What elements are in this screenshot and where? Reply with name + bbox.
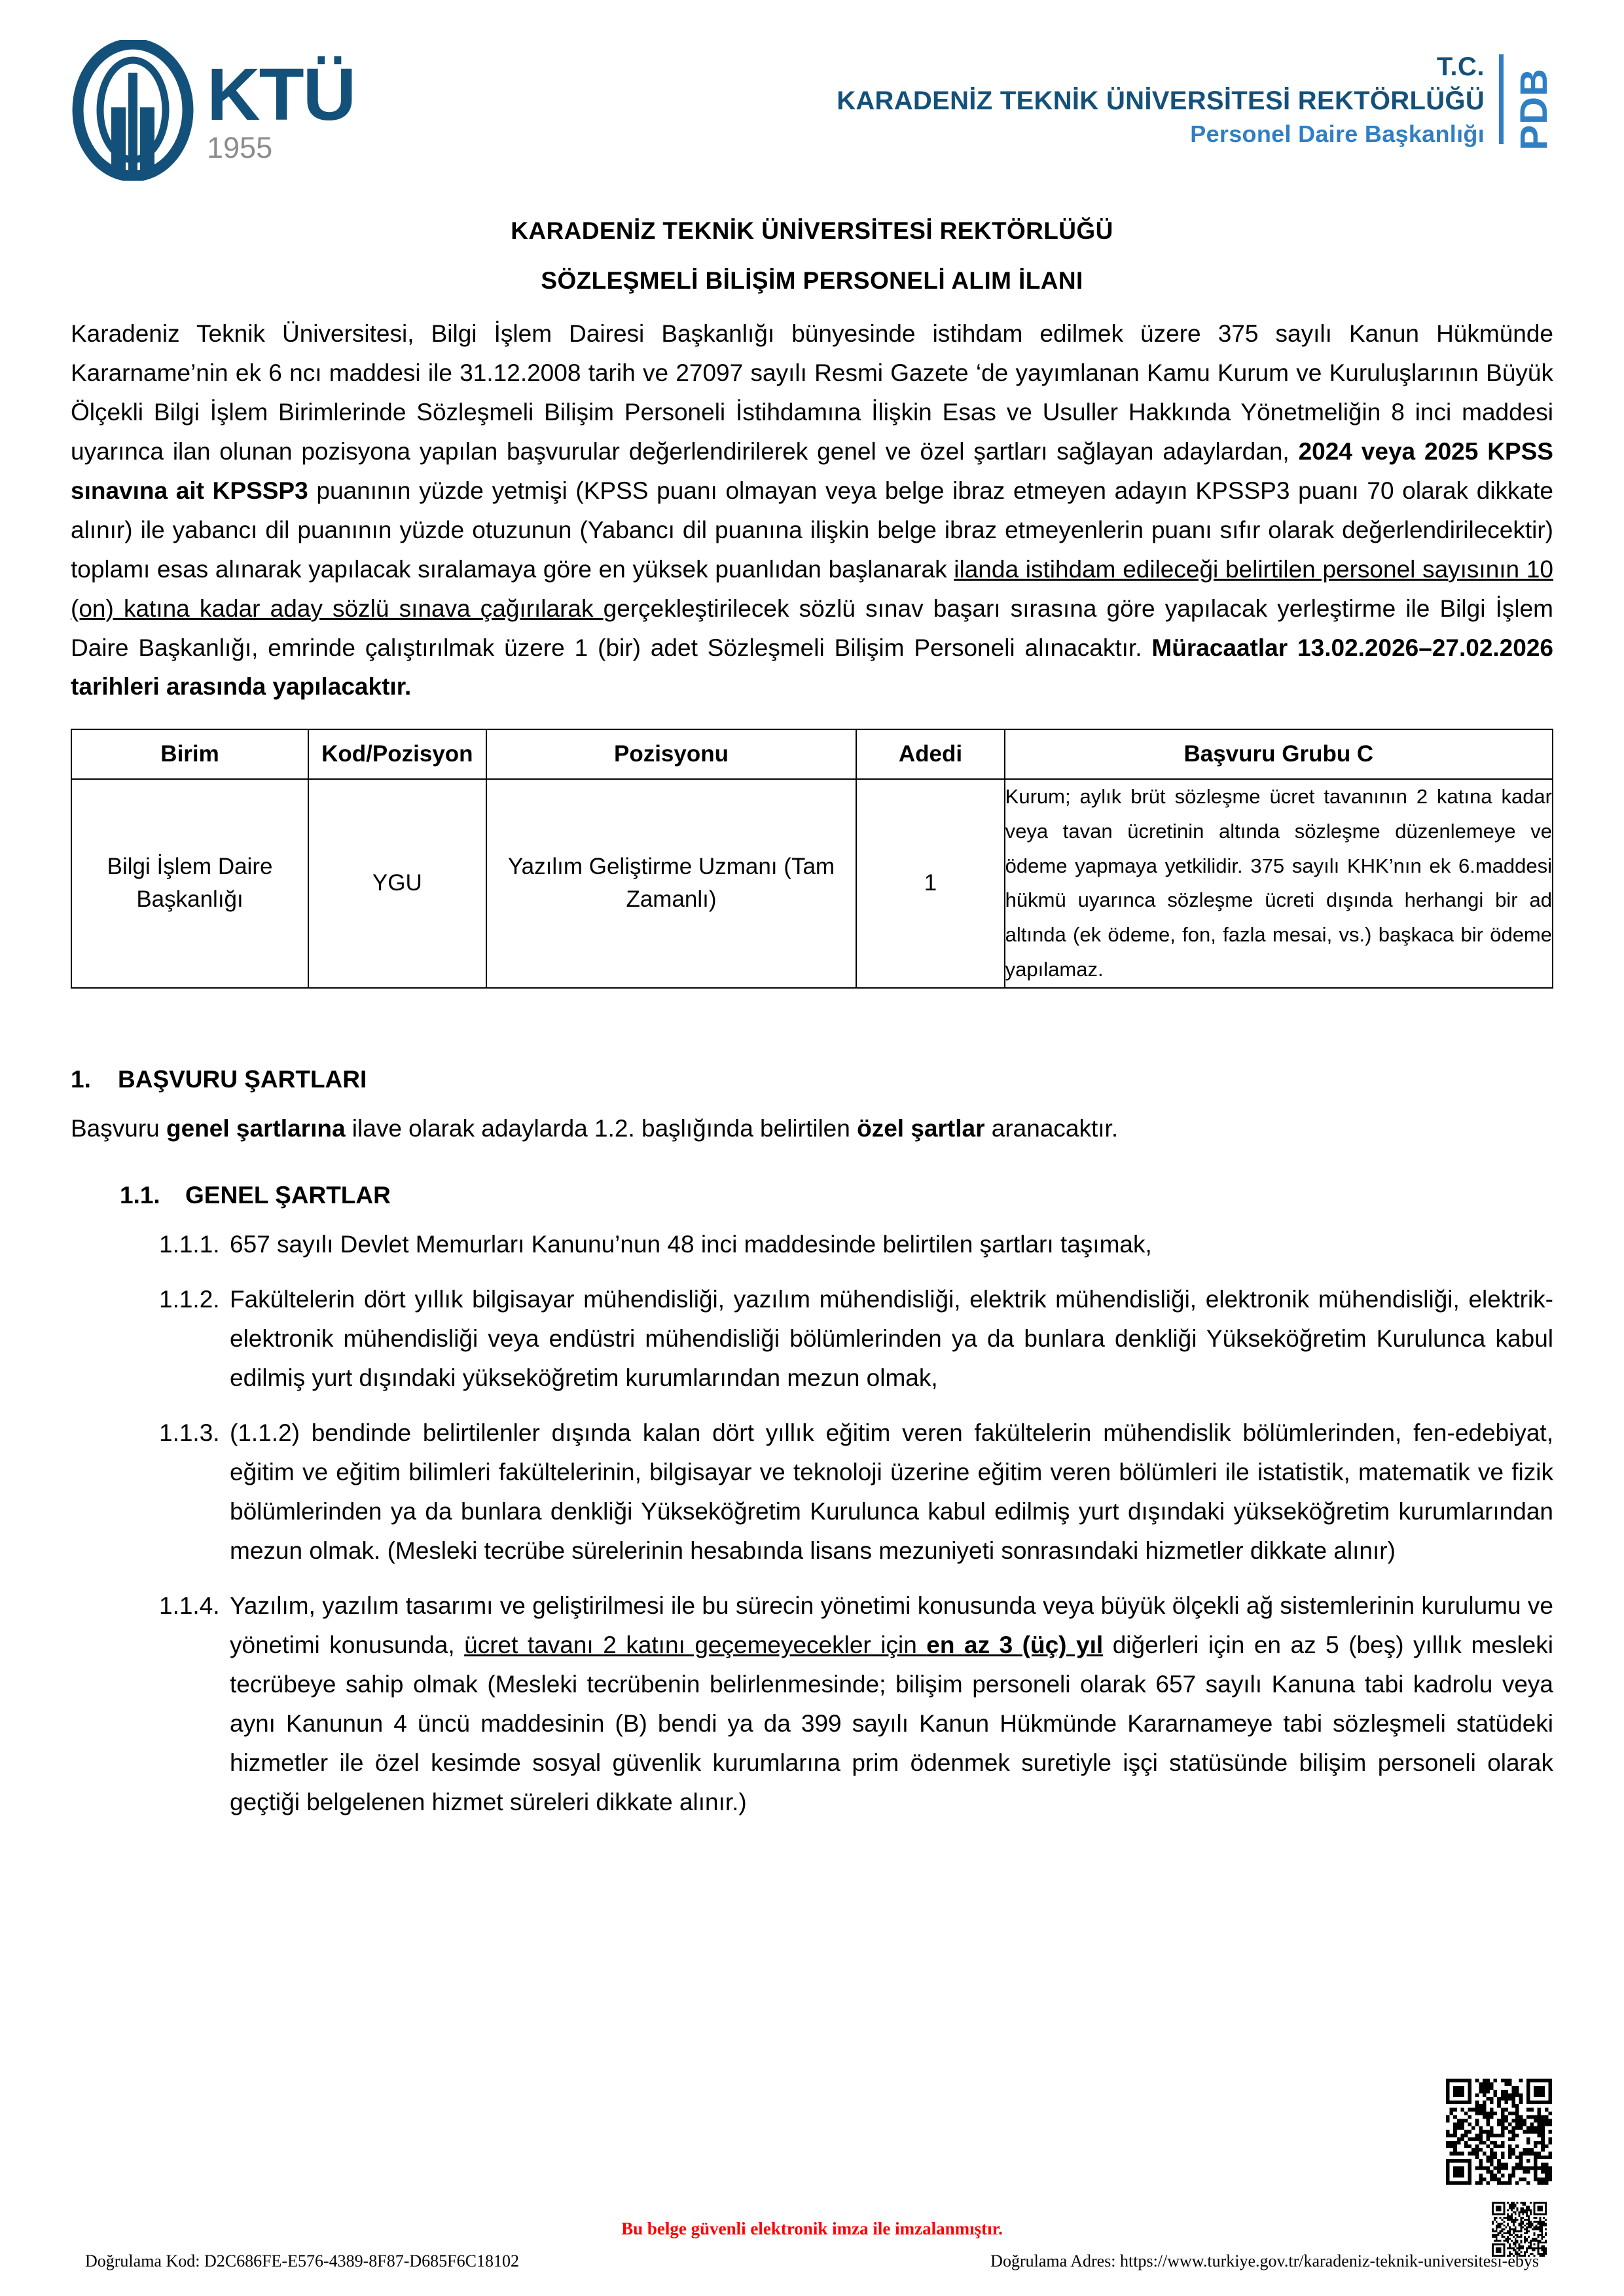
ktu-logo-wordmark	[207, 40, 355, 165]
table-header-kod-pozisyon: Kod/Pozisyon	[308, 729, 486, 779]
page-title: KARADENİZ TEKNİK ÜNİVERSİTESİ REKTÖRLÜĞÜ	[511, 217, 1113, 244]
document-header	[0, 0, 1624, 196]
header-department-name: Personel Daire Başkanlığı	[1190, 120, 1485, 147]
item-text-1-1-4	[230, 1586, 1553, 1822]
intro-part-1: Karadeniz Teknik Üniversitesi, Bilgi İşlem Dairesi Başkanlığı bünyesinde istihdam edilmek üzere 375 sayılı Kanun Hükmünde Kararname’nin ek 6 ncı maddesi ile 31.12.2008 tarih ve 27097 sayılı Resmi Gazete ‘de yayımlanan Kamu Kurum ve Kuruluşlarının Büyük Ölçekli Bilgi İşlem Birimlerinde Sözleşmeli Bilişim Personeli İstihdamına İlişkin Esas ve Usuller Hakkında Yönetmeliğin 8 inci maddesi uyarınca ilan olunan pozisyona yapılan başvurular değerlendirilerek genel ve özel şartları sağlayan adaylardan,	[71, 320, 1553, 465]
section-1-intro-part-1: Başvuru	[71, 1114, 167, 1142]
document-footer	[0, 2204, 1624, 2296]
list-item	[159, 1413, 1553, 1571]
section-1-intro	[71, 1109, 1553, 1148]
section-1-1-number: 1.1.	[120, 1182, 160, 1209]
section-1-intro-part-3: aranacaktır.	[984, 1114, 1119, 1142]
intro-underline-quota: ilanda istihdam edileceği belirtilen personel sayısının 10 (on) katına kadar aday sözlü sınava çağırılarak	[71, 555, 1553, 622]
section-1-title: BAŞVURU ŞARTLARI	[118, 1065, 367, 1093]
table-header-basvuru-grubu: Başvuru Grubu C	[1005, 729, 1553, 779]
item-number-1-1-1: 1.1.1.	[159, 1231, 220, 1258]
intro-part-3: gerçekleştirilecek sözlü sınav başarı sırasına göre yapılacak yerleştirme ile Bilgi İşlem Daire Başkanlığı, emrinde çalıştırılmak üzere 1 (bir) adet Sözleşmeli Bilişim Personeli alınacaktır.	[71, 594, 1553, 661]
general-conditions-list	[71, 1225, 1553, 1821]
page-subtitle: SÖZLEŞMELİ BİLİŞİM PERSONELİ ALIM İLANI	[541, 267, 1083, 294]
header-institution-text	[837, 50, 1499, 151]
item-1-1-4-part-2: diğerleri için en az 5 (beş) yıllık mesleki tecrübeye sahip olmak (Mesleki tecrübenin belirlenmesinde; bilişim personeli olarak 657 sayılı Kanuna tabi kadrolu veya aynı Kanunun 4 üncü maddesinin (B) bendi ya da 399 sayılı Kanun Hükmünde Kararnameye tabi sözleşmeli statüdeki hizmetler ile özel kesimde sosyal güvenlik kurumlarına prim ödenmek suretiyle işçi statüsünde bilişim personeli olarak geçtiği belgelenen hizmet süreleri dikkate alınır.)	[230, 1631, 1553, 1815]
list-item	[159, 1586, 1553, 1822]
item-1-1-4-part-1: Yazılım, yazılım tasarımı ve geliştirilmesi ile bu sürecin yönetimi konusunda veya büyük ölçekli ağ sistemlerinin kurulumu ve yönetimi konusunda,	[230, 1592, 1553, 1658]
item-1-1-4-bold: en az 3 (üç) yıl	[926, 1631, 1104, 1658]
item-number-1-1-4: 1.1.4.	[159, 1592, 220, 1619]
item-text-1-1-2: Fakültelerin dört yıllık bilgisayar mühendisliği, yazılım mühendisliği, elektrik mühendisliği, elektronik mühendisliği, elektrik-elektronik mühendisliği veya endüstri mühendisliği bölümlerinden ya da bunlara denkliği Yükseköğretim Kurulunca kabul edilmiş yurt dışındaki yükseköğretim kurumlarından mezun olmak,	[230, 1286, 1553, 1392]
ktu-emblem-icon	[71, 40, 195, 181]
section-1-intro-bold-genel: genel şartlarına	[166, 1114, 346, 1142]
item-1-1-4-underline: ücret tavanı 2 katını geçemeyecekler için	[464, 1631, 927, 1658]
table-row	[71, 779, 1553, 987]
verification-address[interactable]: Doğrulama Adres: https://www.turkiye.gov.tr/karadeniz-teknik-universitesi-ebys	[990, 2251, 1539, 2270]
section-1-1-heading	[120, 1182, 1553, 1209]
list-item	[159, 1280, 1553, 1398]
item-text-1-1-1: 657 sayılı Devlet Memurları Kanunu’nun 48 inci maddesinde belirtilen şartları taşımak,	[230, 1231, 1152, 1258]
table-header-adedi: Adedi	[856, 729, 1004, 779]
intro-paragraph	[71, 314, 1553, 706]
header-pdb-abbrev: PDB	[1513, 68, 1555, 151]
table-cell-basvuru-grubu: Kurum; aylık brüt sözleşme ücret tavanının 2 katına kadar veya tavan ücretinin altında sözleşme düzenlemeye ve ödeme yapmaya yetkilidir. 375 sayılı KHK’nın ek 6.maddesi hükmü uyarınca sözleşme ücreti dışında herhangi bir ad altında (ek ödeme, fon, fazla mesai, vs.) başkaca bir ödeme yapılamaz.	[1005, 779, 1553, 987]
electronic-signature-note: Bu belge güvenli elektronik imza ile imzalanmıştır.	[621, 2219, 1003, 2238]
header-institution-block	[837, 36, 1553, 151]
table-header-row	[71, 729, 1553, 779]
verification-code: Doğrulama Kod: D2C686FE-E576-4389-8F87-D685F6C18102	[85, 2251, 519, 2270]
header-vertical-divider	[1499, 54, 1504, 144]
header-university-name: KARADENİZ TEKNİK ÜNİVERSİTESİ REKTÖRLÜĞÜ	[837, 86, 1485, 115]
qr-code	[1446, 2079, 1552, 2185]
item-number-1-1-2: 1.1.2.	[159, 1286, 220, 1313]
table-cell-birim: Bilgi İşlem Daire Başkanlığı	[71, 779, 308, 987]
table-cell-adedi: 1	[856, 779, 1004, 987]
ktu-logo	[71, 36, 355, 181]
position-table	[71, 729, 1553, 988]
section-1-heading	[71, 1066, 1553, 1093]
ktu-founding-year: 1955	[207, 131, 273, 165]
section-1-number: 1.	[71, 1065, 91, 1093]
document-content	[0, 217, 1624, 1822]
table-cell-pozisyon: Yazılım Geliştirme Uzmanı (Tam Zamanlı)	[486, 779, 857, 987]
item-text-1-1-3: (1.1.2) bendinde belirtilenler dışında kalan dört yıllık eğitim veren fakültelerin mühendislik bölümlerinden, fen-edebiyat, eğitim ve eğitim bilimleri fakültelerinin, bilgisayar ve teknoloji üzerine eğitim veren bölümleri ile istatistik, matematik ve fizik bölümlerinden ya da bunlara denkliği Yükseköğretim Kurulunca kabul edilmiş yurt dışındaki yükseköğretim kurumlarından mezun olmak. (Mesleki tecrübe sürelerinin hesabında lisans mezuniyeti sonrasındaki hizmetler dikkate alınır)	[230, 1419, 1553, 1564]
table-header-pozisyonu: Pozisyonu	[486, 729, 857, 779]
intro-part-2: puanının yüzde yetmişi (KPSS puanı olmayan veya belge ibraz etmeyen adayın KPSSP3 puanı 70 olarak dikkate alınır) ile yabancı dil puanının yüzde otuzunun (Yabancı dil puanına ilişkin belge ibraz etmeyenlerin puanı sıfır olarak değerlendirilecektir) toplamı esas alınarak yapılacak sıralamaya göre en yüksek puanlıdan başlanarak	[71, 477, 1553, 583]
list-item	[159, 1225, 1553, 1264]
intro-bold-dates: Müracaatlar 13.02.2026–27.02.2026 tarihleri arasında yapılacaktır.	[71, 634, 1553, 701]
section-1-intro-part-2: ilave olarak adaylarda 1.2. başlığında belirtilen	[345, 1114, 857, 1142]
ktu-abbrev: KTÜ	[207, 53, 355, 136]
header-tc: T.C.	[1436, 52, 1485, 81]
intro-bold-kpss: 2024 veya 2025 KPSS sınavına ait KPSSP3	[71, 437, 1553, 504]
table-cell-kod: YGU	[308, 779, 486, 987]
section-1-1-title: GENEL ŞARTLAR	[185, 1182, 391, 1209]
table-header-birim: Birim	[71, 729, 308, 779]
section-1-intro-bold-ozel: özel şartlar	[857, 1114, 985, 1142]
footer-verification-row	[85, 2251, 1539, 2271]
item-number-1-1-3: 1.1.3.	[159, 1419, 220, 1447]
